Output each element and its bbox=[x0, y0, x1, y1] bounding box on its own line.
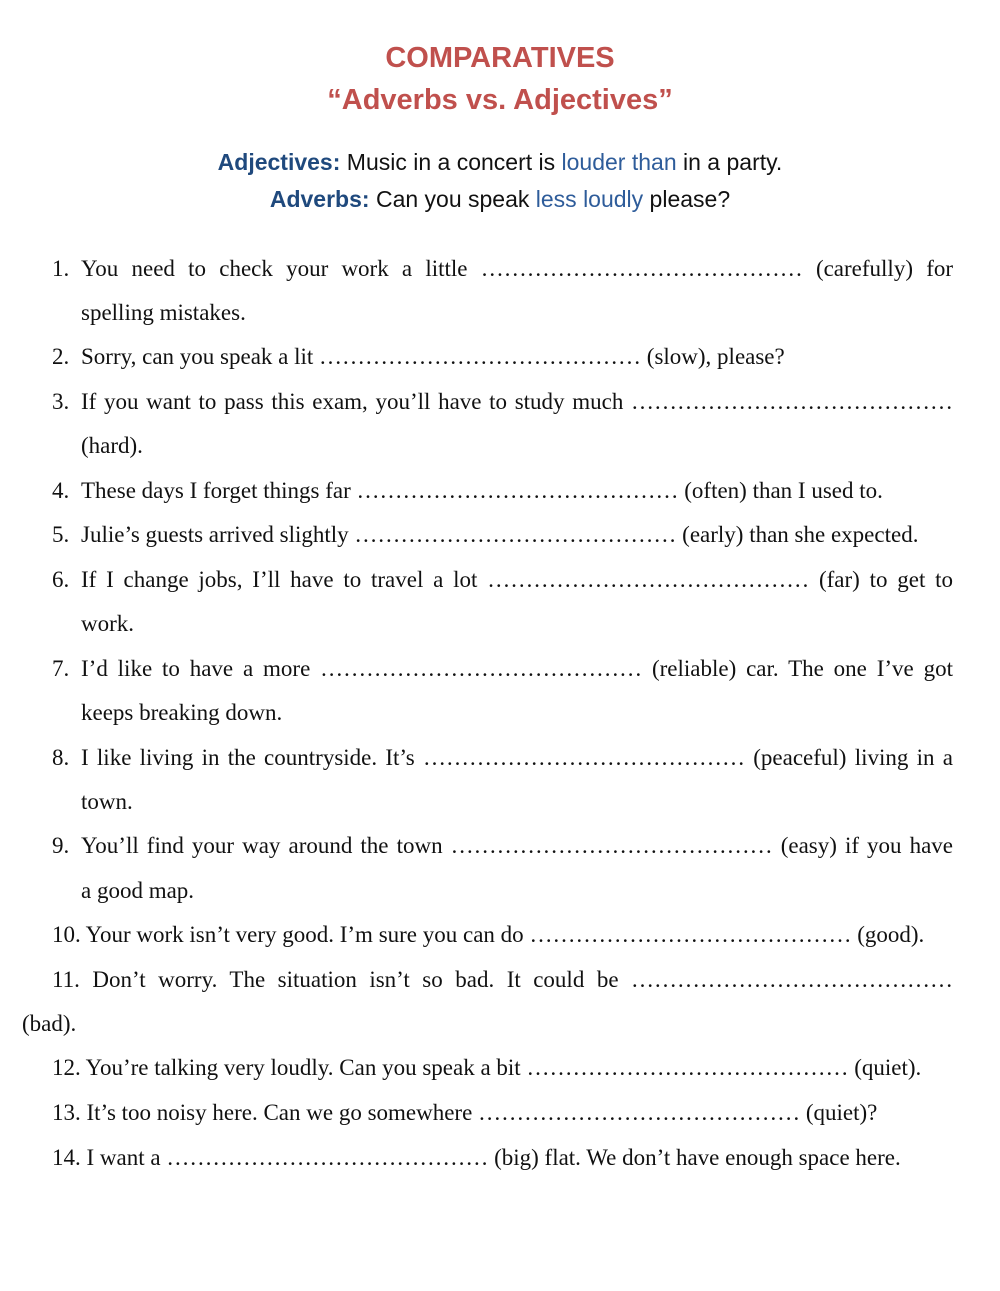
answer-blank[interactable]: …………………………………… bbox=[450, 833, 773, 858]
item-text: These days I forget things far bbox=[81, 478, 351, 503]
item-hint: (big) flat. We don’t have enough space here. bbox=[494, 1145, 901, 1170]
item-hint: (often) than I used to. bbox=[684, 478, 883, 503]
exercise-item-2 bbox=[81, 342, 785, 372]
item-text: Don’t worry. The situation isn’t so bad. It could be bbox=[92, 967, 619, 992]
exercise-item-14 bbox=[52, 1143, 901, 1173]
item-hint: (slow), please? bbox=[646, 344, 785, 369]
item-hint: (easy) if you have bbox=[780, 833, 954, 858]
item-hint: (carefully) for bbox=[815, 256, 954, 281]
answer-blank[interactable]: …………………………………… bbox=[487, 567, 810, 592]
item-number: 4. bbox=[52, 478, 70, 503]
item-text: You’re talking very loudly. Can you speak a bit bbox=[85, 1055, 521, 1080]
example-adjectives-pre: Music in a concert is bbox=[340, 149, 562, 175]
item-number: 6. bbox=[52, 567, 70, 592]
item-number: 1. bbox=[52, 256, 70, 281]
item-number: 13. bbox=[52, 1100, 81, 1125]
answer-blank[interactable]: …………………………………… bbox=[319, 344, 642, 369]
exercise-item-1 bbox=[81, 254, 953, 284]
page-subtitle: “Adverbs vs. Adjectives” bbox=[327, 84, 673, 116]
item-text: I’d like to have a more bbox=[81, 656, 311, 681]
example-adverbs-post: please? bbox=[643, 186, 731, 212]
item-number: 12. bbox=[52, 1055, 81, 1080]
item-hint: (good). bbox=[857, 922, 925, 947]
exercise-item-3 bbox=[81, 387, 953, 417]
example-adverbs-highlight: less loudly bbox=[535, 186, 644, 212]
example-adjectives bbox=[0, 146, 1000, 178]
exercise-item-11 bbox=[52, 965, 953, 995]
item-continuation: a good map. bbox=[81, 878, 195, 903]
item-hint: (early) than she expected. bbox=[682, 522, 919, 547]
item-text: I want a bbox=[86, 1145, 161, 1170]
item-number: 3. bbox=[52, 389, 70, 414]
answer-blank[interactable]: …………………………………… bbox=[631, 389, 953, 414]
answer-blank[interactable]: …………………………………… bbox=[526, 1055, 849, 1080]
example-adverbs bbox=[0, 183, 1000, 215]
page-title: COMPARATIVES bbox=[385, 42, 615, 74]
example-adjectives-post: in a party. bbox=[676, 149, 783, 175]
exercise-item-13 bbox=[52, 1098, 877, 1128]
item-number: 11. bbox=[52, 967, 80, 992]
example-adjectives-label: Adjectives: bbox=[217, 149, 341, 175]
item-text: Julie’s guests arrived slightly bbox=[81, 522, 349, 547]
answer-blank[interactable]: …………………………………… bbox=[529, 922, 852, 947]
item-hint: (quiet)? bbox=[805, 1100, 878, 1125]
item-continuation: work. bbox=[81, 611, 135, 636]
item-hint: (far) to get to bbox=[818, 567, 954, 592]
exercise-item-4 bbox=[81, 476, 883, 506]
item-number: 7. bbox=[52, 656, 70, 681]
exercise-item-7 bbox=[81, 654, 953, 684]
answer-blank[interactable]: …………………………………… bbox=[166, 1145, 489, 1170]
item-number: 9. bbox=[52, 833, 70, 858]
item-hint: (quiet). bbox=[854, 1055, 922, 1080]
item-continuation: spelling mistakes. bbox=[81, 300, 246, 325]
example-adjectives-highlight: louder than bbox=[561, 149, 677, 175]
item-number: 2. bbox=[52, 344, 70, 369]
item-hint: (reliable) car. The one I’ve got bbox=[651, 656, 953, 681]
item-text: If I change jobs, I’ll have to travel a lot bbox=[81, 567, 478, 592]
item-hint: (peaceful) living in a bbox=[753, 745, 953, 770]
item-continuation: (hard). bbox=[81, 433, 143, 458]
item-text: You need to check your work a little bbox=[81, 256, 468, 281]
answer-blank[interactable]: …………………………………… bbox=[423, 745, 746, 770]
exercise-item-6 bbox=[81, 565, 953, 595]
item-text: Sorry, can you speak a lit bbox=[81, 344, 314, 369]
item-text: You’ll find your way around the town bbox=[81, 833, 443, 858]
item-number: 5. bbox=[52, 522, 70, 547]
answer-blank[interactable]: …………………………………… bbox=[354, 522, 677, 547]
item-text: Your work isn’t very good. I’m sure you can do bbox=[85, 922, 524, 947]
answer-blank[interactable]: …………………………………… bbox=[631, 967, 954, 992]
item-continuation: (bad). bbox=[22, 1011, 77, 1036]
answer-blank[interactable]: …………………………………… bbox=[478, 1100, 801, 1125]
example-adverbs-label: Adverbs: bbox=[269, 186, 370, 212]
exercise-item-10 bbox=[52, 920, 924, 950]
item-continuation: town. bbox=[81, 789, 133, 814]
answer-blank[interactable]: …………………………………… bbox=[356, 478, 679, 503]
answer-blank[interactable]: …………………………………… bbox=[480, 256, 803, 281]
exercise-item-9 bbox=[81, 831, 953, 861]
exercise-item-5 bbox=[81, 520, 918, 550]
exercise-item-8 bbox=[81, 743, 953, 773]
example-adverbs-pre: Can you speak bbox=[369, 186, 536, 212]
item-continuation: keeps breaking down. bbox=[81, 700, 283, 725]
item-number: 10. bbox=[52, 922, 81, 947]
item-text: I like living in the countryside. It’s bbox=[81, 745, 415, 770]
item-number: 8. bbox=[52, 745, 70, 770]
exercise-item-12 bbox=[52, 1053, 921, 1083]
item-text: It’s too noisy here. Can we go somewhere bbox=[86, 1100, 473, 1125]
answer-blank[interactable]: …………………………………… bbox=[320, 656, 643, 681]
item-text: If you want to pass this exam, you’ll have to study much bbox=[81, 389, 624, 414]
item-number: 14. bbox=[52, 1145, 81, 1170]
